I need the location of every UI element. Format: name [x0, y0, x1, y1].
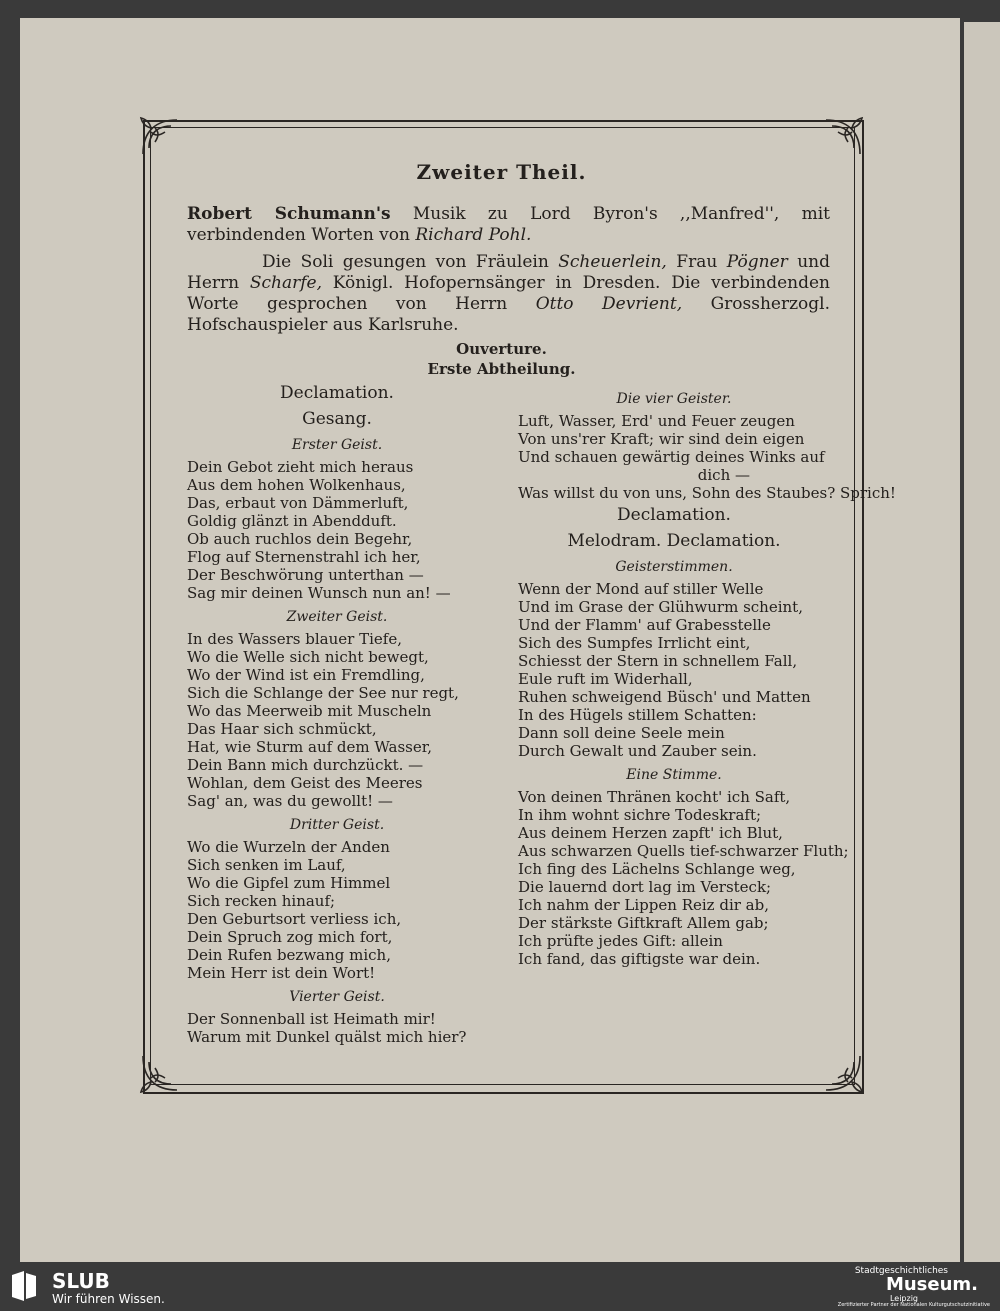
- verse-line: Durch Gewalt und Zauber sein.: [518, 742, 757, 760]
- museum-note: Zertifizierter Partner der Nationalen Kulturgutschutzinitiative: [837, 1302, 990, 1308]
- verse-line: Ich fing des Lächelns Schlange weg,: [518, 860, 796, 878]
- verse-line: Das Haar sich schmückt,: [187, 720, 377, 738]
- left-column: [187, 380, 487, 1046]
- verse-line: Schiesst der Stern in schnellem Fall,: [518, 652, 798, 670]
- voice-heading: Zweiter Geist.: [286, 609, 388, 625]
- intro-run: Robert Schumann's: [187, 204, 391, 224]
- museum-prefix: Stadtgeschichtliches: [854, 1266, 948, 1276]
- verse-line: Ich fand, das giftigste war dein.: [518, 950, 761, 968]
- intro-run: und Herrn: [187, 252, 830, 293]
- verse-line: Sich recken hinauf;: [187, 892, 336, 910]
- verse-line: Goldig glänzt in Abendduft.: [187, 512, 397, 530]
- verse-line: Wohlan, dem Geist des Meeres: [187, 774, 423, 792]
- intro-run: Musik zu Lord Byron's ,,Manfred'', mit verbindenden Worten von: [187, 204, 830, 245]
- intro-run: Die Soli gesungen von Fräulein: [262, 252, 559, 272]
- verse-line: Der Sonnenball ist Heimath mir!: [187, 1010, 436, 1028]
- verse-line: Wo die Wurzeln der Anden: [187, 838, 390, 856]
- verse-line: Luft, Wasser, Erd' und Feuer zeugen: [518, 412, 795, 430]
- verse-line: Der stärkste Giftkraft Allem gab;: [518, 914, 769, 932]
- verse-line: In des Wassers blauer Tiefe,: [187, 630, 402, 648]
- verse-line: Dein Spruch zog mich fort,: [187, 928, 393, 946]
- intro-run: Otto Devrient,: [535, 294, 683, 314]
- verse-line: Aus schwarzen Quells tief-schwarzer Fluth;: [518, 842, 849, 860]
- voice-heading: Erster Geist.: [291, 437, 383, 453]
- right-column: [518, 384, 896, 968]
- voice-heading: Vierter Geist.: [289, 989, 385, 1005]
- intro-run: Scheuerlein,: [558, 252, 667, 272]
- verse-line: Den Geburtsort verliess ich,: [187, 910, 402, 928]
- verse-line: Sich des Sumpfes Irrlicht eint,: [518, 634, 751, 652]
- intro-text: [187, 204, 830, 342]
- verse-line: Was willst du von uns, Sohn des Staubes? Sprich!: [518, 484, 896, 502]
- verse-line: In ihm wohnt sichre Todeskraft;: [518, 806, 762, 824]
- verse-line: Dann soll deine Seele mein: [518, 724, 725, 742]
- verse-line: Dein Rufen bezwang mich,: [187, 946, 391, 964]
- voice-heading: Geisterstimmen.: [615, 559, 733, 575]
- verse-line: Sich senken im Lauf,: [187, 856, 346, 874]
- verse-line: Eule ruft im Widerhall,: [518, 670, 693, 688]
- verse-line: Wo die Gipfel zum Himmel: [187, 874, 391, 892]
- verse-line: Dein Bann mich durchzückt. —: [187, 756, 424, 774]
- slub-tagline: Wir führen Wissen.: [52, 1292, 165, 1306]
- adjacent-page-edge: [964, 22, 1000, 1262]
- verse-line: Wo die Welle sich nicht bewegt,: [187, 648, 429, 666]
- corner-ornament-icon: [818, 112, 868, 162]
- intro-run: Richard Pohl.: [415, 225, 532, 245]
- section-heading: Declamation.: [280, 383, 394, 403]
- verse-line: Der Beschwörung unterthan —: [187, 566, 424, 584]
- verse-line: Und schauen gewärtig deines Winks auf: [518, 448, 825, 466]
- footer-bar: [0, 1262, 1000, 1311]
- intro-run: Scharfe,: [249, 273, 323, 293]
- verse-line: Ich nahm der Lippen Reiz dir ab,: [518, 896, 769, 914]
- corner-ornament-icon: [135, 112, 185, 162]
- verse-line: Warum mit Dunkel quälst mich hier?: [187, 1028, 467, 1046]
- section-ouverture: Ouverture.: [456, 340, 547, 358]
- verse-line: Und der Flamm' auf Grabesstelle: [518, 616, 771, 634]
- page-title: Zweiter Theil.: [416, 160, 587, 184]
- verse-line: Ich prüfte jedes Gift: allein: [518, 932, 723, 950]
- verse-line: Hat, wie Sturm auf dem Wasser,: [187, 738, 433, 756]
- verse-line: Aus deinem Herzen zapft' ich Blut,: [518, 824, 783, 842]
- intro-run: Frau: [666, 252, 727, 272]
- museum-name: Museum.: [885, 1274, 978, 1295]
- verse-line: Von uns'rer Kraft; wir sind dein eigen: [518, 430, 805, 448]
- verse-line: Die lauernd dort lag im Versteck;: [518, 878, 772, 896]
- voice-heading: Eine Stimme.: [626, 767, 722, 783]
- section-abtheilung: Erste Abtheilung.: [427, 360, 576, 378]
- verse-line: Sag mir deinen Wunsch nun an! —: [187, 584, 451, 602]
- museum-city: Leipzig: [889, 1294, 918, 1303]
- verse-line: dich —: [697, 466, 750, 484]
- corner-ornament-icon: [818, 1048, 868, 1098]
- slub-logo-icon: [10, 1271, 38, 1301]
- verse-line: Wo der Wind ist ein Fremdling,: [187, 666, 425, 684]
- corner-ornament-icon: [135, 1048, 185, 1098]
- verse-line: Wenn der Mond auf stiller Welle: [518, 580, 764, 598]
- intro-paragraph: [187, 204, 830, 246]
- intro-run: Pögner: [726, 252, 788, 272]
- slub-name: SLUB: [52, 1269, 110, 1293]
- verse-line: Von deinen Thränen kocht' ich Saft,: [518, 788, 791, 806]
- verse-line: Das, erbaut von Dämmerluft,: [187, 494, 409, 512]
- intro-run: Königl. Hofopernsänger in Dresden. Die verbindenden Worte gesprochen von Herrn: [187, 273, 830, 314]
- verse-line: Sag' an, was du gewollt! —: [187, 792, 393, 810]
- verse-line: Und im Grase der Glühwurm scheint,: [518, 598, 803, 616]
- verse-line: Sich die Schlange der See nur regt,: [187, 684, 459, 702]
- verse-line: Ruhen schweigend Büsch' und Matten: [518, 688, 811, 706]
- intro-paragraph: [187, 252, 830, 336]
- verse-line: Flog auf Sternenstrahl ich her,: [187, 548, 421, 566]
- verse-line: Dein Gebot zieht mich heraus: [187, 458, 414, 476]
- voice-heading: Dritter Geist.: [289, 817, 385, 833]
- section-heading: Melodram. Declamation.: [567, 531, 781, 551]
- voice-heading: Die vier Geister.: [616, 391, 732, 407]
- verse-line: Wo das Meerweib mit Muscheln: [187, 702, 432, 720]
- verse-line: Aus dem hohen Wolkenhaus,: [187, 476, 406, 494]
- section-heading: Declamation.: [617, 505, 731, 525]
- verse-line: In des Hügels stillem Schatten:: [518, 706, 757, 724]
- intro-run: Grossherzogl. Hofschauspieler aus Karlsruhe.: [187, 294, 831, 335]
- verse-line: Mein Herr ist dein Wort!: [187, 964, 376, 982]
- verse-line: Ob auch ruchlos dein Begehr,: [187, 530, 413, 548]
- section-heading: Gesang.: [302, 409, 372, 429]
